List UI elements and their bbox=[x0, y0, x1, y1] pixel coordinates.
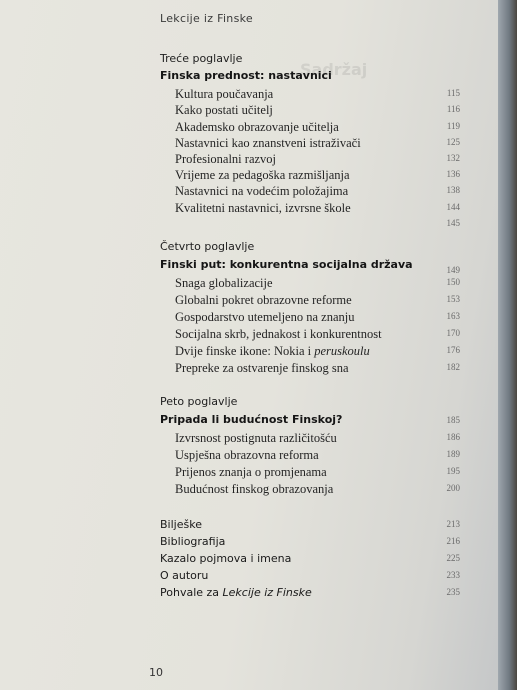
toc-entry: Dvije finske ikone: Nokia i peruskoulu 176 bbox=[175, 344, 460, 358]
page-ref: 145 bbox=[446, 218, 460, 228]
toc-entry: Prijenos znanja o promjenama 195 bbox=[175, 465, 460, 479]
back-matter-entry: Bilješke 213 bbox=[160, 518, 460, 531]
page-ref: 225 bbox=[446, 553, 460, 563]
page-ref: 144 bbox=[446, 202, 460, 212]
page-ref: 163 bbox=[446, 311, 460, 321]
page-ref: 182 bbox=[446, 362, 460, 372]
bleed-through-text: Sadržaj bbox=[300, 60, 368, 79]
toc-entry: Snaga globalizacije 150 bbox=[175, 276, 460, 290]
page-ref: 200 bbox=[446, 483, 460, 493]
back-matter-entry: Kazalo pojmova i imena 225 bbox=[160, 552, 460, 565]
toc-entry: Izvrsnost postignuta različitošću 186 bbox=[175, 431, 460, 445]
toc-extra-page bbox=[175, 217, 460, 233]
toc-entry: Profesionalni razvoj 132 bbox=[175, 152, 460, 166]
toc-entry: Nastavnici kao znanstveni istraživači 125 bbox=[175, 136, 460, 150]
chapter-label: Četvrto poglavlje bbox=[160, 240, 255, 253]
toc-entry: Uspješna obrazovna reforma 189 bbox=[175, 448, 460, 462]
page-number: 10 bbox=[149, 666, 163, 679]
toc-entry: Prepreke za ostvarenje finskog sna 182 bbox=[175, 361, 460, 375]
page-ref: 132 bbox=[446, 153, 460, 163]
page-ref: 115 bbox=[446, 88, 460, 98]
page-ref: 138 bbox=[446, 185, 460, 195]
page-ref: 136 bbox=[446, 169, 460, 179]
page-ref: 195 bbox=[446, 466, 460, 476]
page-ref: 125 bbox=[446, 137, 460, 147]
chapter-label: Treće poglavlje bbox=[160, 52, 243, 65]
book-edge bbox=[498, 0, 517, 690]
chapter-title: Finska prednost: nastavnici bbox=[160, 69, 332, 82]
back-matter-entry: Bibliografija 216 bbox=[160, 535, 460, 548]
page-ref: 233 bbox=[446, 570, 460, 580]
back-matter-entry: O autoru 233 bbox=[160, 569, 460, 582]
toc-entry: Kako postati učitelj 116 bbox=[175, 103, 460, 117]
page-ref: 170 bbox=[446, 328, 460, 338]
chapter-label: Peto poglavlje bbox=[160, 395, 238, 408]
toc-entry: Budućnost finskog obrazovanja 200 bbox=[175, 482, 460, 496]
page-ref: 186 bbox=[446, 432, 460, 442]
page-ref: 185 bbox=[446, 415, 460, 425]
page-ref: 235 bbox=[446, 587, 460, 597]
page-ref: 216 bbox=[446, 536, 460, 546]
toc-entry: Akademsko obrazovanje učitelja 119 bbox=[175, 120, 460, 134]
chapter-title: Finski put: konkurentna socijalna država bbox=[160, 258, 413, 271]
page-ref: 176 bbox=[446, 345, 460, 355]
page-ref: 189 bbox=[446, 449, 460, 459]
page-ref: 153 bbox=[446, 294, 460, 304]
page-ref: 213 bbox=[446, 519, 460, 529]
toc-first-page bbox=[175, 414, 460, 430]
page-ref: 150 bbox=[446, 277, 460, 287]
running-header: Lekcije iz Finske bbox=[160, 12, 253, 25]
back-matter-entry: Pohvale za Lekcije iz Finske 235 bbox=[160, 586, 460, 599]
toc-entry: Kultura poučavanja 115 bbox=[175, 87, 460, 101]
toc-entry: Socijalna skrb, jednakost i konkurentnost 170 bbox=[175, 327, 460, 341]
toc-entry: Nastavnici na vodećim položajima 138 bbox=[175, 184, 460, 198]
page-ref: 149 bbox=[446, 265, 460, 275]
toc-entry: Kvalitetni nastavnici, izvrsne škole 144 bbox=[175, 201, 460, 215]
page-ref: 119 bbox=[446, 121, 460, 131]
toc-entry: Vrijeme za pedagoška razmišljanja 136 bbox=[175, 168, 460, 182]
page-ref: 116 bbox=[446, 104, 460, 114]
chapter-title: Pripada li budućnost Finskoj? bbox=[160, 413, 343, 426]
toc-entry: Gospodarstvo utemeljeno na znanju 163 bbox=[175, 310, 460, 324]
toc-entry: Globalni pokret obrazovne reforme 153 bbox=[175, 293, 460, 307]
